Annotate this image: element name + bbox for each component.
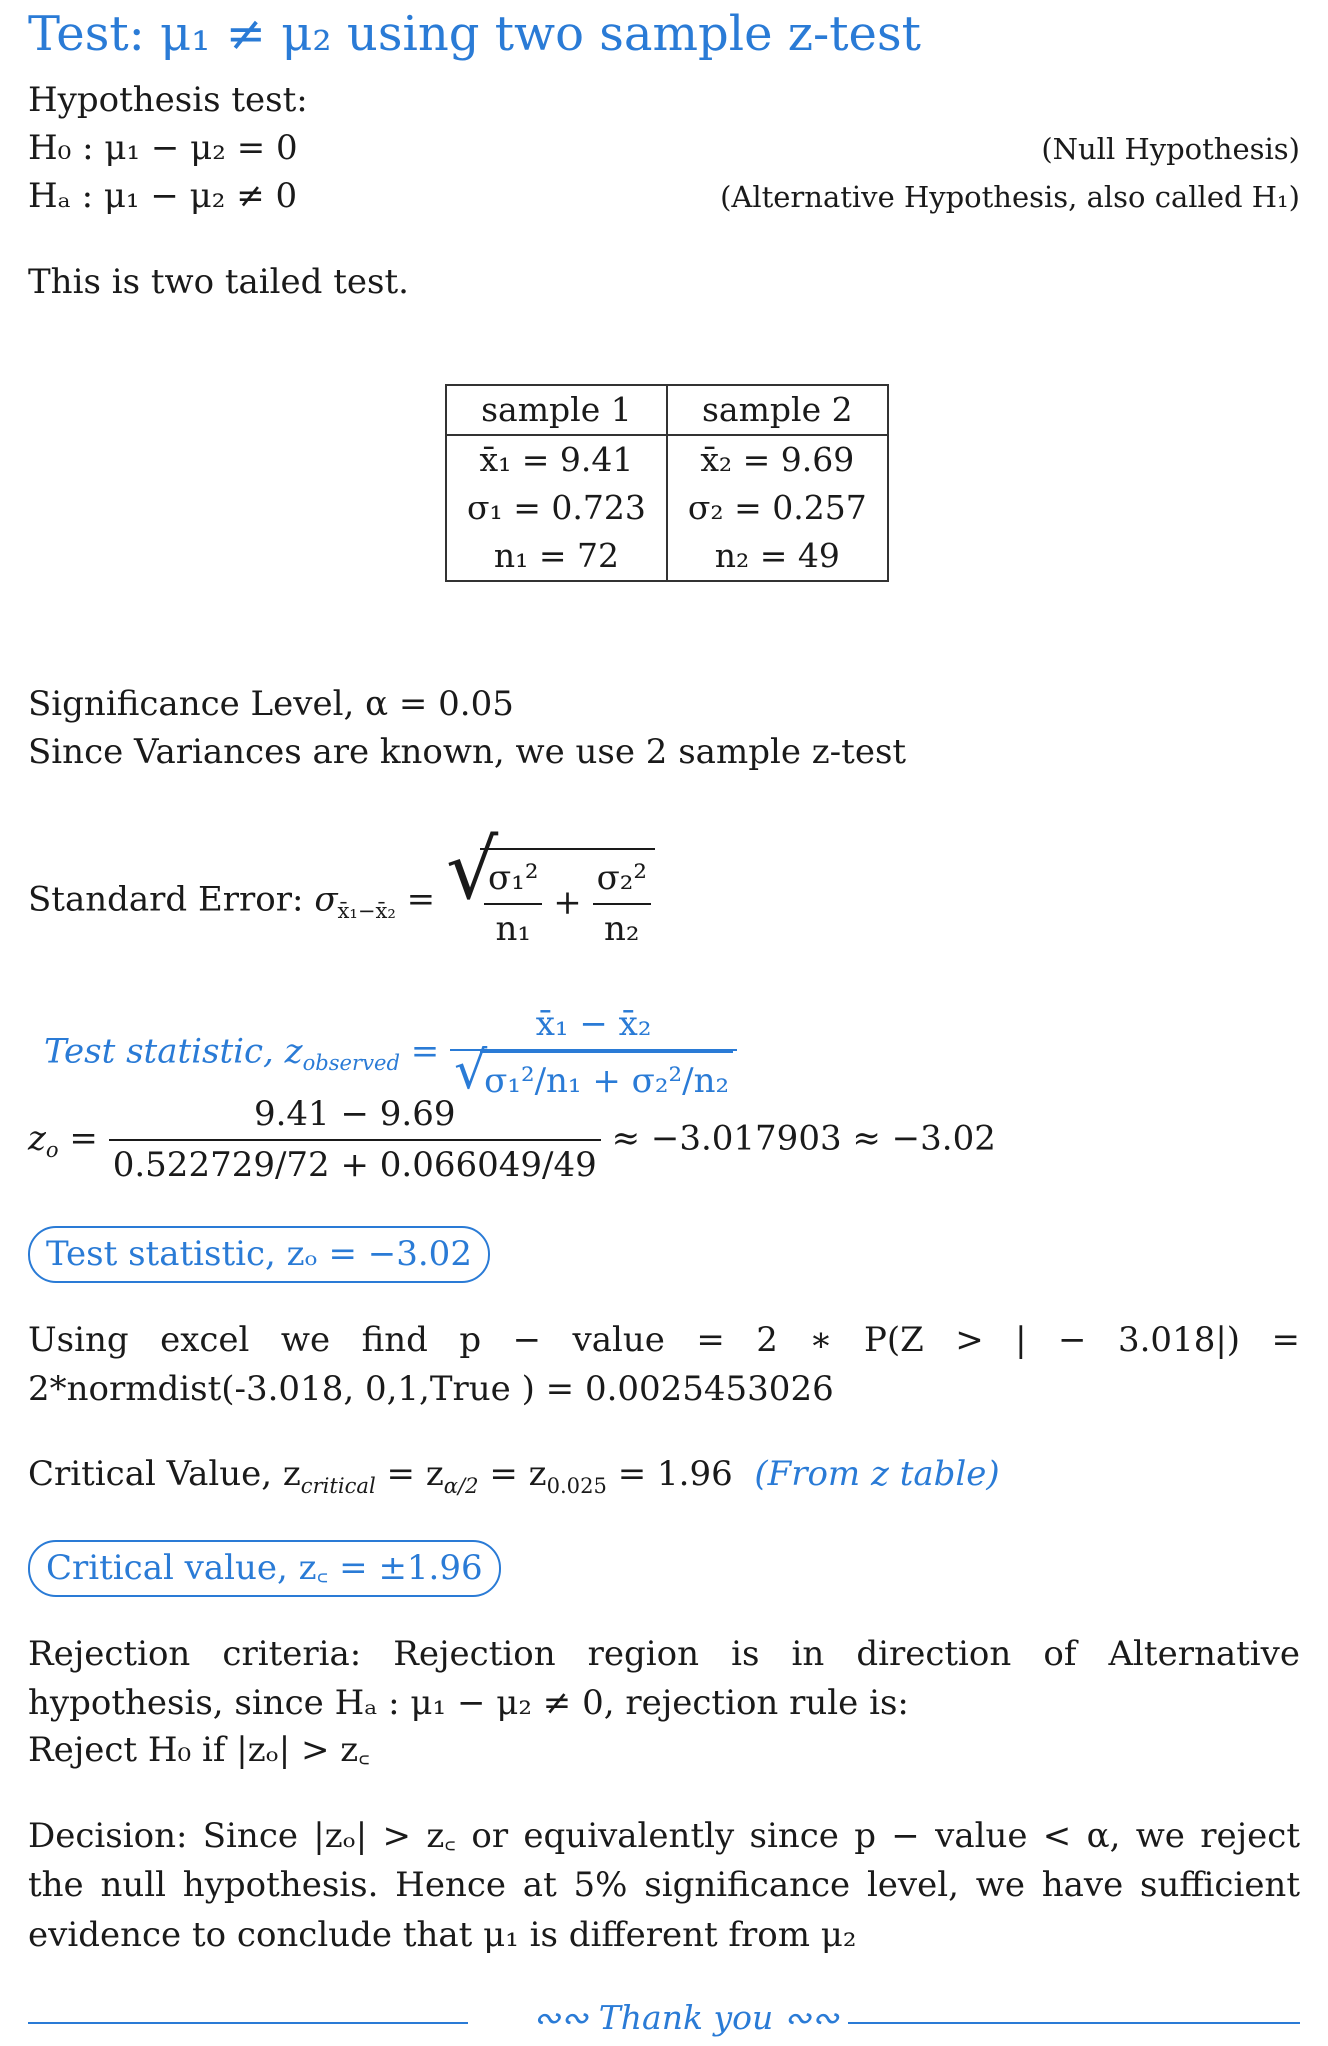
square-root	[445, 823, 655, 955]
fraction	[109, 1090, 601, 1191]
computation-result: ≈ −3.017903 ≈ −3.02	[611, 1118, 996, 1159]
critical-value-box: Critical value, z꜀ = ±1.96	[28, 1540, 501, 1597]
page-title: Test: μ₁ ≠ μ₂ using two sample z-test	[28, 6, 921, 62]
table-cell: x̄₁ = 9.41	[446, 435, 667, 484]
fraction-denominator: n₁	[484, 903, 542, 954]
table-header-cell: sample 2	[667, 385, 888, 435]
table-cell: n₁ = 72	[446, 532, 667, 581]
variance-note: Since Variances are known, we use 2 sample z-test	[28, 732, 907, 772]
table-row	[446, 484, 888, 532]
footer-rule-left	[28, 2022, 468, 2024]
fraction-denominator: n₂	[593, 903, 651, 954]
critical-value-line	[28, 1450, 1000, 1499]
rejection-rule: Reject H₀ if |zₒ| > z꜀	[28, 1730, 370, 1770]
decision-text: Decision: Since |zₒ| > z꜀ or equivalently since p − value < α, we reject the null hypothesis. Hence at 5% significance level, we have sufficient evidence to conclude that μ₁ is different from μ₂	[28, 1816, 1300, 1955]
radicand: σ₁²/n₁ + σ₂²/n₂	[480, 1051, 733, 1106]
fraction	[593, 854, 651, 955]
standard-error-subscript: x̄₁−x̄₂	[337, 898, 396, 924]
null-hypothesis: H₀ : μ₁ − μ₂ = 0	[28, 128, 298, 168]
critical-value-text: = z	[375, 1454, 444, 1494]
radicand: $\frac{\text{σ₁²}}{\text{n₁}}$ + $\frac{\text{σ₂²}}{\text{n₂}}$	[480, 848, 655, 955]
standard-error-label: Standard Error:	[28, 879, 304, 920]
fraction-numerator: x̄₁ − x̄₂	[535, 1004, 652, 1044]
table-cell: n₂ = 49	[667, 532, 888, 581]
footer-text: Thank you	[598, 1998, 774, 2037]
alternative-hypothesis-note: (Alternative Hypothesis, also called H₁)	[720, 180, 1300, 214]
rejection-criteria: Rejection criteria: Rejection region is in direction of Alternative hypothesis, since Hₐ : μ₁ − μ₂ ≠ 0, rejection rule is:	[28, 1634, 1300, 1724]
sample-table	[445, 384, 889, 582]
null-hypothesis-note: (Null Hypothesis)	[1041, 132, 1300, 166]
computation-subscript: o	[45, 1137, 59, 1163]
hypothesis-label: Hypothesis test:	[28, 80, 308, 120]
fraction-denominator: 0.522729/72 + 0.066049/49	[109, 1139, 601, 1190]
table-header-row	[446, 385, 888, 435]
alternative-hypothesis: Hₐ : μ₁ − μ₂ ≠ 0	[28, 176, 298, 216]
critical-value-subscript: 0.025	[546, 1472, 607, 1498]
significance-level: Significance Level, α = 0.05	[28, 684, 514, 724]
critical-value-label: Critical Value, z	[28, 1454, 301, 1494]
p-value-text: Using excel we find p − value = 2 ∗ P(Z > | − 3.018|) = 2*normdist(-3.018, 0,1,True ) = 0.0025453026	[28, 1320, 1300, 1410]
test-statistic-box: Test statistic, zₒ = −3.02	[28, 1226, 490, 1283]
standard-error-symbol: σ	[314, 879, 338, 920]
critical-value-note: (From z table)	[754, 1454, 1000, 1494]
critical-value-text: = 1.96	[606, 1454, 733, 1494]
flourish-icon: ∾∾	[773, 1998, 840, 2037]
critical-value-text: = z	[478, 1454, 547, 1494]
tail-note: This is two tailed test.	[28, 262, 409, 302]
critical-value-subscript: critical	[300, 1472, 376, 1498]
table-cell: σ₂ = 0.257	[667, 484, 888, 532]
test-statistic-subscript: observed	[302, 1050, 400, 1076]
footer-rule-right	[848, 2022, 1300, 2024]
fraction-numerator: 9.41 − 9.69	[253, 1094, 456, 1134]
critical-value-subscript: α/2	[443, 1472, 479, 1498]
table-cell: σ₁ = 0.723	[446, 484, 667, 532]
standard-error-formula: Standard Error: $\sigma_{x̄_1-x̄_2}$ = √ $\frac{\text{σ₁²}}{\text{n₁}}$ + $\frac{\text{σ₂²}}{\text{n₂}}$	[28, 848, 655, 955]
computation-symbol: z	[28, 1118, 46, 1159]
footer-thanks	[533, 1994, 839, 2042]
table-header-cell: sample 1	[446, 385, 667, 435]
table-row	[446, 435, 888, 484]
fraction-numerator: σ₂²	[596, 858, 648, 898]
test-statistic-label: Test statistic, z	[44, 1031, 303, 1072]
radical-sign-icon: √	[445, 823, 499, 918]
computation-line: $z_o$ = $\frac{9.41 - 9.69}{0.522729/72 + 0.066049/49}$ ≈ −3.017903 ≈ −3.02	[28, 1090, 996, 1191]
table-row	[446, 532, 888, 581]
fraction-numerator: σ₁²	[487, 858, 539, 898]
flourish-icon: ∾∾	[533, 1998, 599, 2037]
radical-sign-icon: √	[454, 1041, 488, 1102]
test-statistic-formula: Test statistic, $z_{observed}$ = x̄₁ − x̄₂ √ σ₁²/n₁ + σ₂²/n₂	[44, 1000, 737, 1107]
table-cell: x̄₂ = 9.69	[667, 435, 888, 484]
